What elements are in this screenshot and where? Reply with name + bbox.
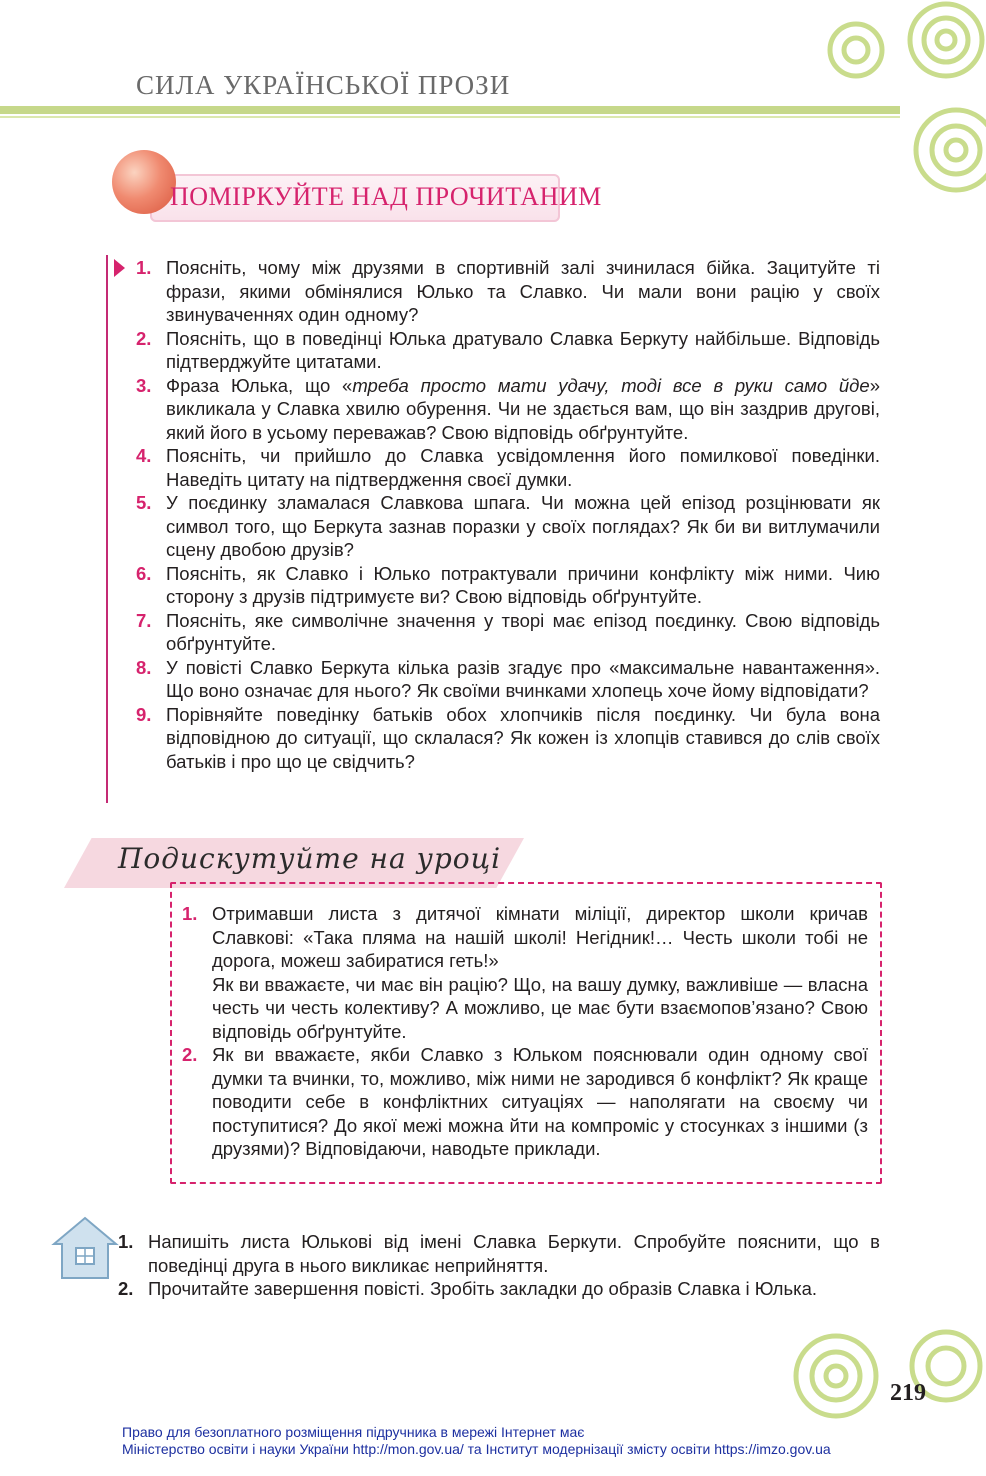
question-item (136, 374, 880, 445)
question-text: Поясніть, що в поведінці Юлька дратувало Славка Беркуту найбільше. Відповідь підтверджуйте цитатами. (166, 327, 880, 372)
question-text: Поясніть, чому між друзями в спортивній залі зчинилася бійка. Зацитуйте ті фрази, якими обмінялися Юлько та Славко. Чи мали вони рацію у своїх звинуваченнях один одному? (166, 257, 880, 325)
question-number: 6. (136, 562, 152, 584)
discussion-item (182, 1043, 868, 1161)
question-text: » викликала у Славка хвилю обурення. Чи не здається вам, що він заздрив другові, який його в усьому переважав? Свою відповідь обґрунтуйте. (166, 374, 880, 443)
question-item (136, 562, 880, 609)
arrow-marker-icon (114, 259, 125, 277)
question-text: Як ви вважаєте, чи має він рацію? Що, на вашу думку, важливіше — власна честь чи честь колективу? А можливо, це має бути взаємопов’язано? Свою відповідь обґрунтуйте. (212, 973, 868, 1042)
questions-side-rule (106, 255, 108, 803)
question-item (136, 491, 880, 562)
question-text: Фраза Юлька, що « (166, 374, 353, 396)
question-number: 5. (136, 492, 152, 513)
discussion-title: Подискутуйте на уроці (118, 842, 502, 875)
header-rule (0, 106, 900, 114)
homework-number: 1. (118, 1231, 134, 1252)
question-item (136, 256, 880, 327)
question-text: У повісті Славко Беркута кілька разів згадує про «максимальне навантаження». Що воно означає для нього? Як своїми вчинками хлопець хоче йому відповідати? (166, 656, 880, 701)
ball-icon (112, 150, 176, 214)
question-number: 2. (182, 1044, 198, 1065)
question-text: Порівняйте поведінку батьків обох хлопчиків після поєдинку. Чи була вона відповідною до ситуації, що склалася? Як кожен із хлопців ставився до слів своїх батьків і про що це свідчить? (166, 703, 880, 772)
swirl-decoration-top (796, 0, 986, 210)
question-number: 7. (136, 609, 152, 631)
question-number: 3. (136, 374, 152, 396)
house-icon (50, 1214, 120, 1284)
question-item (136, 656, 880, 703)
question-item (136, 703, 880, 774)
question-number: 1. (136, 257, 152, 278)
homework-list (118, 1230, 880, 1301)
homework-text: Напишіть листа Юлькові від імені Славка Беркути. Спробуйте пояснити, що в поведінці друга в нього викликає неприйняття. (148, 1231, 880, 1276)
question-number: 4. (136, 445, 152, 466)
homework-item (118, 1230, 880, 1277)
swirl-decoration-bottom (776, 1316, 986, 1436)
running-header: СИЛА УКРАЇНСЬКОЇ ПРОЗИ (136, 70, 511, 100)
homework-text: Прочитайте завершення повісті. Зробіть закладки до образів Славка і Юлька. (148, 1278, 818, 1299)
discussion-list (182, 902, 868, 1161)
homework-item (118, 1277, 880, 1301)
question-item (136, 444, 880, 491)
header-rule-thin (0, 116, 900, 118)
footer-notice (122, 1424, 831, 1458)
question-text: Поясніть, як Славко і Юлько потрактували причини конфлікту між ними. Чию сторону з друзів підтримуєте ви? Свою відповідь обґрунтуйте. (166, 562, 880, 607)
questions-list (136, 256, 880, 773)
question-text: Поясніть, яке символічне значення у творі має епізод поєдинку. Свою відповідь обґрунтуйте. (166, 609, 880, 654)
question-text: Як ви вважаєте, якби Славко з Юльком пояснювали один одному свої думки та вчинки, то, можливо, між ними не зародився б конфлікт? Як краще поводити себе в конфліктних ситуаціях — наполягати на своєму чи поступитися? До якої межі можна йти на компроміс у стосунках з іншими (з друзями)? Відповідаючи, наводьте приклади. (212, 1044, 868, 1159)
question-number: 9. (136, 703, 152, 725)
question-text: Отримавши листа з дитячої кімнати міліції, директор школи кричав Славкові: «Така пляма на нашій школі! Негідник!… Честь школи тобі не дорога, можеш забиратися геть!» (212, 903, 868, 971)
question-item (136, 327, 880, 374)
footer-line: Міністерство освіти і науки України http://mon.gov.ua/ та Інститут модернізації змісту освіти https://imzo.gov.ua (122, 1441, 831, 1457)
question-number: 2. (136, 327, 152, 349)
question-item (136, 609, 880, 656)
section-title: ПОМІРКУЙТЕ НАД ПРОЧИТАНИМ (170, 182, 602, 211)
page-number: 219 (890, 1380, 926, 1406)
discussion-item (182, 902, 868, 1043)
footer-line: Право для безоплатного розміщення підручника в мережі Інтернет має (122, 1424, 585, 1440)
question-number: 1. (182, 903, 198, 924)
question-text: Поясніть, чи прийшло до Славка усвідомлення його помилкової поведінки. Наведіть цитату на підтвердження своєї думки. (166, 445, 880, 490)
question-text: У поєдинку зламалася Славкова шпага. Чи можна цей епізод розцінювати як символ того, що Беркута зазнав поразки у своїх поглядах? Як би ви витлумачили сцену двобою друзів? (166, 492, 880, 560)
quote-italic: треба просто мати удачу, тоді все в руки само йде (352, 374, 870, 396)
homework-number: 2. (118, 1278, 134, 1299)
question-number: 8. (136, 656, 152, 678)
